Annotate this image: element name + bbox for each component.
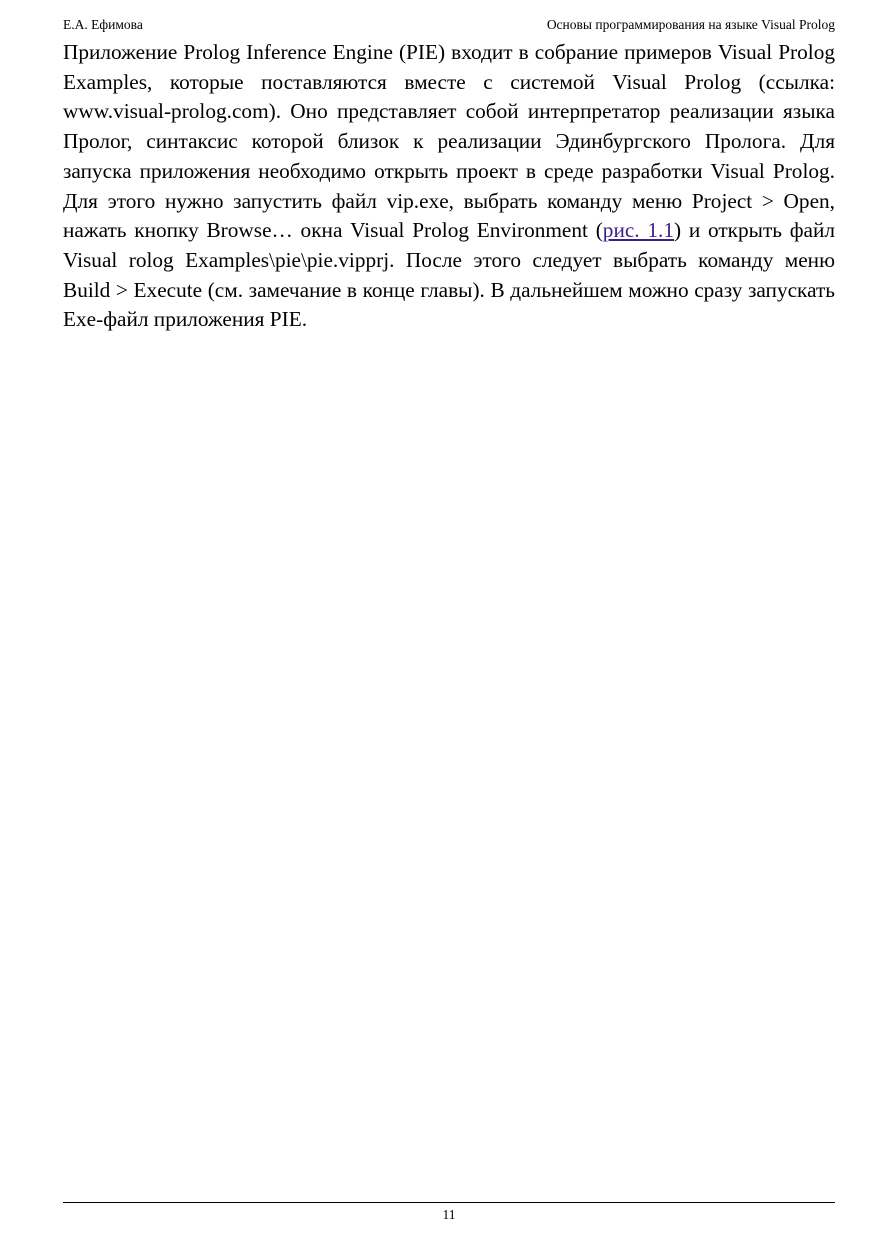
paragraph-text-before-link: Приложение Prolog Inference Engine (PIE) входит в собрание примеров Visual Prolog Examples, которые поставляются вместе с системой Visual Prolog (ссылка: www.visual-prolog.com). Оно представляет собой интерпретатор реализации языка Пролог, синтаксис которой близок к реализации Эдинбургского Пролога. Для запуска приложения необходимо открыть проект в среде разработки Visual Prolog. Для этого нужно запустить файл vip.exe, выбрать команду меню Project > Open, нажать кнопку Browse… окна Visual Prolog Environment ( — [63, 40, 835, 243]
page-number: 11 — [442, 1207, 456, 1222]
figure-reference-link[interactable]: рис. 1.1 — [602, 218, 674, 243]
paragraph-text-after-link: ) и открыть файл Visual rolog Examples\pie\pie.vipprj. После этого следует выбрать команду меню Build > Execute (см. замечание в конце главы). В дальнейшем можно сразу запускать Exe-файл приложения PIE. — [63, 218, 835, 332]
footer-divider — [63, 1202, 835, 1203]
header-book-title: Основы программирования на языке Visual Prolog — [546, 17, 835, 32]
header-author: Е.А. Ефимова — [63, 17, 143, 32]
page-header — [63, 16, 835, 34]
body-paragraph — [63, 38, 835, 335]
